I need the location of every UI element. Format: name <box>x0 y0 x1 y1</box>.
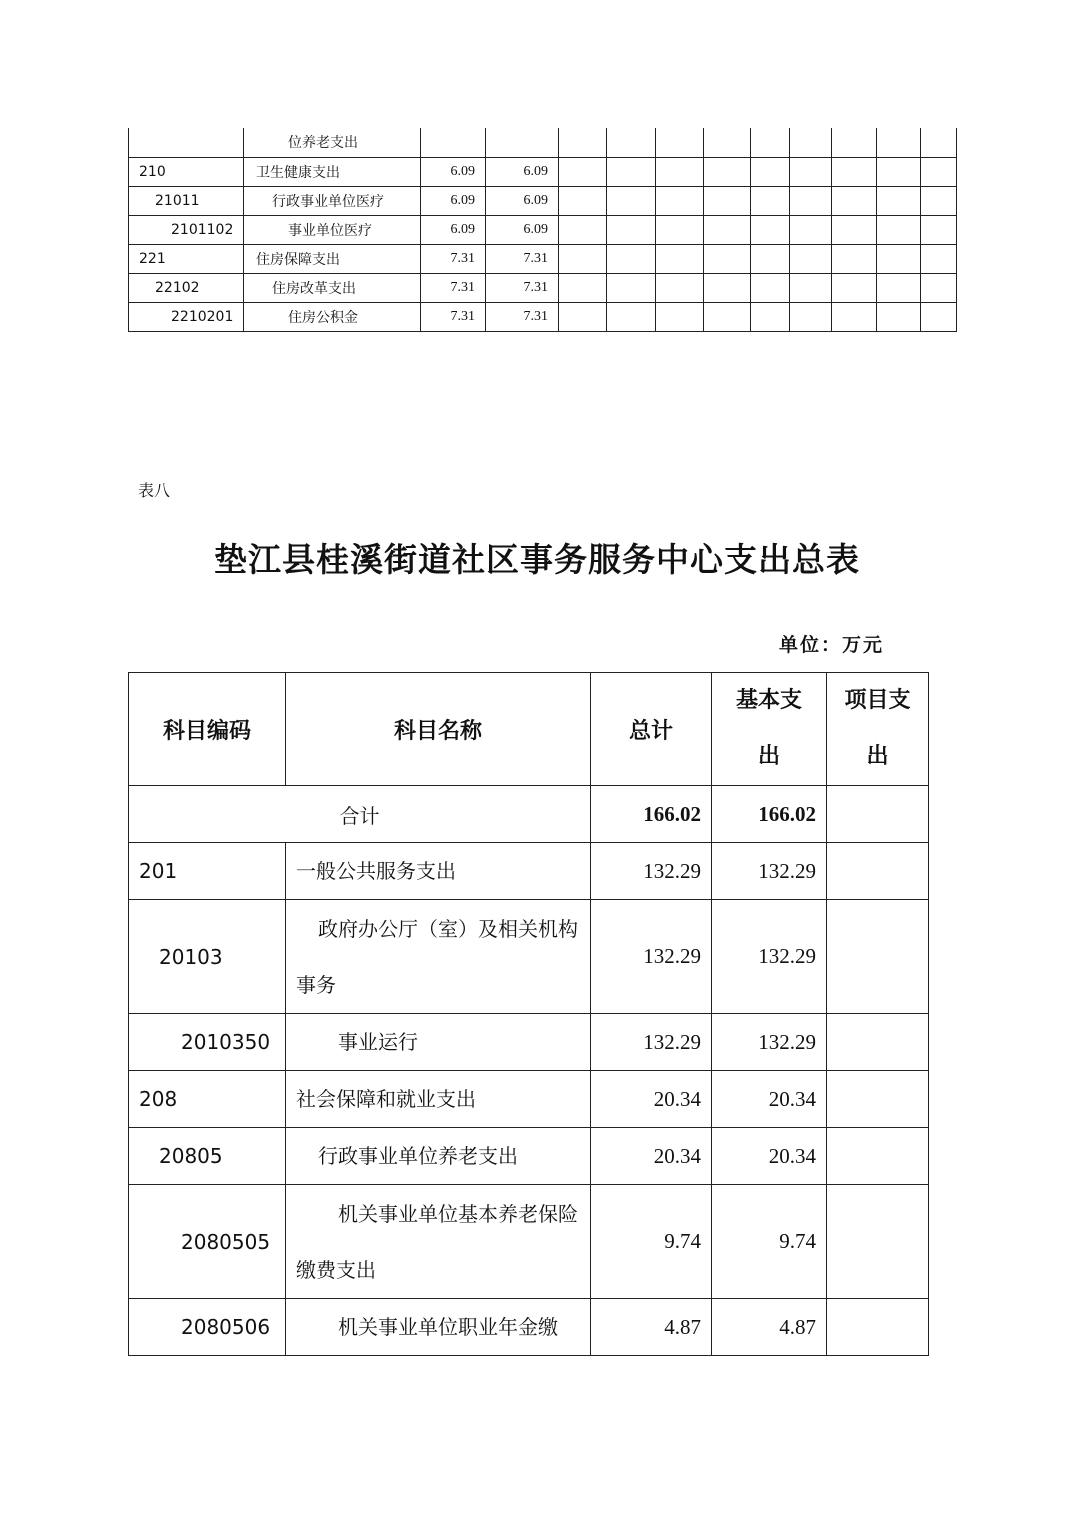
row-name: 位养老支出 <box>244 128 421 157</box>
empty-cell <box>704 128 751 157</box>
row-code: 208 <box>129 1071 286 1128</box>
row-project <box>827 1128 929 1185</box>
header-project <box>827 673 929 786</box>
header-basic <box>712 673 827 786</box>
row-total: 6.09 <box>421 157 486 186</box>
empty-cell <box>559 244 607 273</box>
table-row <box>129 244 957 273</box>
unit-label: 单位：万元 <box>778 634 884 656</box>
row-code <box>129 128 244 157</box>
table-number-label: 表八 <box>138 481 171 500</box>
row-code: 2010350 <box>129 1014 286 1071</box>
total-row <box>129 786 929 843</box>
row-basic: 132.29 <box>712 1014 827 1071</box>
empty-cell <box>921 302 957 331</box>
empty-cell <box>877 244 921 273</box>
row-name: 住房改革支出 <box>244 273 421 302</box>
row-code: 20805 <box>129 1128 286 1185</box>
row-project <box>827 1071 929 1128</box>
row-name: 政府办公厅（室）及相关机构事务 <box>286 900 591 1014</box>
row-total: 7.31 <box>421 273 486 302</box>
empty-cell <box>790 302 832 331</box>
table-row <box>129 215 957 244</box>
empty-cell <box>704 215 751 244</box>
empty-cell <box>832 273 877 302</box>
empty-cell <box>751 186 790 215</box>
empty-cell <box>751 215 790 244</box>
header-basic-line2: 出 <box>757 744 780 769</box>
empty-cell <box>559 273 607 302</box>
row-total: 9.74 <box>591 1185 712 1299</box>
row-name: 住房公积金 <box>244 302 421 331</box>
empty-cell <box>790 128 832 157</box>
row-basic: 7.31 <box>486 244 559 273</box>
empty-cell <box>656 186 704 215</box>
empty-cell <box>656 128 704 157</box>
header-total: 总计 <box>591 673 712 786</box>
empty-cell <box>704 273 751 302</box>
table-row <box>129 1014 929 1071</box>
row-project <box>827 1299 929 1356</box>
row-total: 7.31 <box>421 244 486 273</box>
empty-cell <box>607 128 656 157</box>
empty-cell <box>751 157 790 186</box>
empty-cell <box>704 302 751 331</box>
row-code: 20103 <box>129 900 286 1014</box>
row-total <box>421 128 486 157</box>
row-code: 2210201 <box>129 302 244 331</box>
empty-cell <box>751 244 790 273</box>
row-code: 22102 <box>129 273 244 302</box>
empty-cell <box>921 128 957 157</box>
empty-cell <box>832 128 877 157</box>
empty-cell <box>790 186 832 215</box>
empty-cell <box>877 128 921 157</box>
row-basic: 132.29 <box>712 900 827 1014</box>
page-title: 垫江县桂溪街道社区事务服务中心支出总表 <box>214 540 860 579</box>
empty-cell <box>877 215 921 244</box>
row-basic: 7.31 <box>486 273 559 302</box>
empty-cell <box>832 244 877 273</box>
empty-cell <box>607 215 656 244</box>
row-name: 住房保障支出 <box>244 244 421 273</box>
row-project <box>827 1014 929 1071</box>
row-total: 20.34 <box>591 1071 712 1128</box>
empty-cell <box>921 244 957 273</box>
row-basic: 6.09 <box>486 215 559 244</box>
table-row <box>129 1185 929 1299</box>
row-name: 社会保障和就业支出 <box>286 1071 591 1128</box>
row-name: 行政事业单位医疗 <box>244 186 421 215</box>
row-name: 事业运行 <box>286 1014 591 1071</box>
row-project <box>827 843 929 900</box>
row-code: 2080506 <box>129 1299 286 1356</box>
row-total: 20.34 <box>591 1128 712 1185</box>
empty-cell <box>921 273 957 302</box>
empty-cell <box>559 157 607 186</box>
total-value: 166.02 <box>591 786 712 843</box>
empty-cell <box>607 302 656 331</box>
row-code: 2080505 <box>129 1185 286 1299</box>
row-basic: 6.09 <box>486 157 559 186</box>
table-row <box>129 273 957 302</box>
row-project <box>827 1185 929 1299</box>
row-name: 事业单位医疗 <box>244 215 421 244</box>
empty-cell <box>751 302 790 331</box>
row-name: 卫生健康支出 <box>244 157 421 186</box>
row-code: 2101102 <box>129 215 244 244</box>
row-basic <box>486 128 559 157</box>
empty-cell <box>704 244 751 273</box>
empty-cell <box>559 186 607 215</box>
empty-cell <box>607 186 656 215</box>
empty-cell <box>656 215 704 244</box>
empty-cell <box>921 186 957 215</box>
row-basic: 7.31 <box>486 302 559 331</box>
row-project <box>827 900 929 1014</box>
table-row <box>129 186 957 215</box>
header-project-line2: 出 <box>866 744 889 769</box>
empty-cell <box>656 157 704 186</box>
row-code: 201 <box>129 843 286 900</box>
row-name: 机关事业单位职业年金缴 <box>286 1299 591 1356</box>
empty-cell <box>832 215 877 244</box>
empty-cell <box>832 186 877 215</box>
table-row <box>129 1071 929 1128</box>
row-basic: 132.29 <box>712 843 827 900</box>
header-project-line1: 项目支 <box>844 688 911 713</box>
continuation-table <box>128 128 957 332</box>
row-code: 221 <box>129 244 244 273</box>
row-basic: 4.87 <box>712 1299 827 1356</box>
header-code: 科目编码 <box>129 673 286 786</box>
row-total: 132.29 <box>591 843 712 900</box>
empty-cell <box>656 273 704 302</box>
row-basic: 20.34 <box>712 1071 827 1128</box>
empty-cell <box>559 215 607 244</box>
empty-cell <box>790 273 832 302</box>
table-row <box>129 1299 929 1356</box>
row-total: 6.09 <box>421 186 486 215</box>
row-total: 132.29 <box>591 900 712 1014</box>
empty-cell <box>704 157 751 186</box>
header-name: 科目名称 <box>286 673 591 786</box>
table-row <box>129 900 929 1014</box>
row-code: 210 <box>129 157 244 186</box>
row-name: 一般公共服务支出 <box>286 843 591 900</box>
table-row <box>129 302 957 331</box>
total-project-value <box>827 786 929 843</box>
empty-cell <box>751 273 790 302</box>
empty-cell <box>656 302 704 331</box>
empty-cell <box>877 186 921 215</box>
row-code: 21011 <box>129 186 244 215</box>
empty-cell <box>656 244 704 273</box>
empty-cell <box>877 157 921 186</box>
empty-cell <box>921 215 957 244</box>
row-basic: 6.09 <box>486 186 559 215</box>
row-total: 7.31 <box>421 302 486 331</box>
row-total: 4.87 <box>591 1299 712 1356</box>
empty-cell <box>704 186 751 215</box>
row-basic: 20.34 <box>712 1128 827 1185</box>
total-label: 合计 <box>129 786 591 843</box>
total-basic-value: 166.02 <box>712 786 827 843</box>
table-row <box>129 157 957 186</box>
empty-cell <box>751 128 790 157</box>
header-basic-line1: 基本支 <box>735 688 802 713</box>
table-row <box>129 128 957 157</box>
empty-cell <box>921 157 957 186</box>
expenditure-summary-table <box>128 672 929 1356</box>
empty-cell <box>877 302 921 331</box>
empty-cell <box>607 157 656 186</box>
empty-cell <box>790 215 832 244</box>
table-row <box>129 843 929 900</box>
header-row <box>129 673 929 786</box>
row-name: 机关事业单位基本养老保险缴费支出 <box>286 1185 591 1299</box>
empty-cell <box>790 244 832 273</box>
row-total: 6.09 <box>421 215 486 244</box>
row-name: 行政事业单位养老支出 <box>286 1128 591 1185</box>
row-total: 132.29 <box>591 1014 712 1071</box>
empty-cell <box>790 157 832 186</box>
empty-cell <box>832 302 877 331</box>
empty-cell <box>559 302 607 331</box>
row-basic: 9.74 <box>712 1185 827 1299</box>
empty-cell <box>832 157 877 186</box>
table-row <box>129 1128 929 1185</box>
empty-cell <box>607 273 656 302</box>
empty-cell <box>877 273 921 302</box>
empty-cell <box>607 244 656 273</box>
empty-cell <box>559 128 607 157</box>
